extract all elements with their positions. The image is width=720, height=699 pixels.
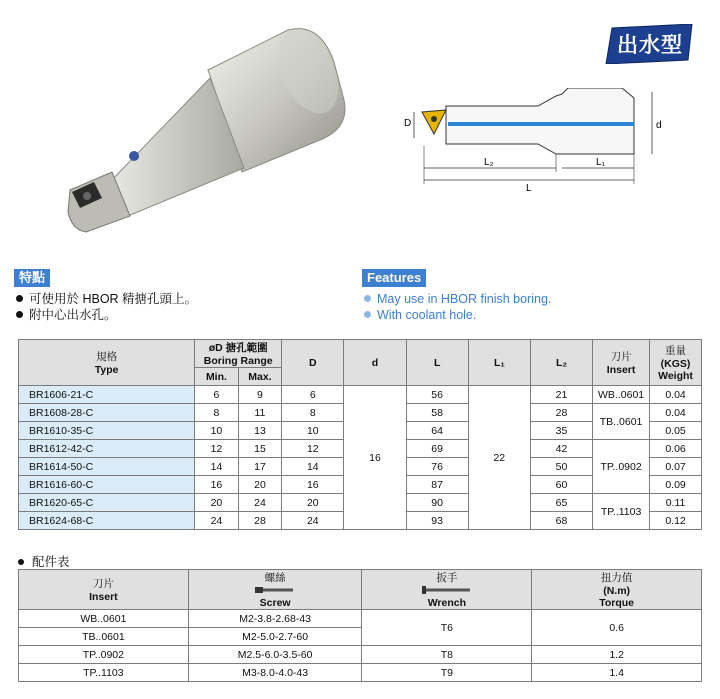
- acc-insert-header: 刀片 Insert: [19, 570, 189, 610]
- cell-L: 76: [406, 458, 468, 476]
- cell-L: 58: [406, 404, 468, 422]
- cell-torque: 1.2: [532, 646, 702, 664]
- cell-L: 93: [406, 512, 468, 530]
- type-header: 規格 Type: [19, 340, 195, 386]
- features-title-en: Features: [362, 269, 426, 287]
- wrench-icon: [422, 586, 472, 594]
- features-list-en: [364, 291, 551, 323]
- cell-min: 6: [195, 386, 239, 404]
- list-item: May use in HBOR finish boring.: [364, 291, 551, 307]
- cell-screw: M2.5-6.0-3.5-60: [188, 646, 362, 664]
- acc-torque-header: 扭力值 (N.m) Torque: [532, 570, 702, 610]
- bullet-icon: [18, 559, 24, 565]
- cell-D: 20: [282, 494, 344, 512]
- cell-insert: TP..1103: [19, 664, 189, 682]
- cell-weight: 0.09: [650, 476, 702, 494]
- cell-min: 24: [195, 512, 239, 530]
- cell-weight: 0.05: [650, 422, 702, 440]
- bullet-icon: [16, 311, 23, 318]
- dim-L2-label: L₂: [484, 157, 494, 168]
- cell-L2: 60: [530, 476, 592, 494]
- cell-torque: 1.4: [532, 664, 702, 682]
- cell-insert: TB..0601: [593, 404, 650, 440]
- features-title-zh: 特點: [14, 269, 50, 287]
- acc-wrench-header: 扳手 Wrench: [362, 570, 532, 610]
- cell-type: BR1606-21-C: [19, 386, 195, 404]
- cell-L2: 28: [530, 404, 592, 422]
- cell-weight: 0.07: [650, 458, 702, 476]
- table-row: [19, 646, 702, 664]
- cell-torque: 0.6: [532, 610, 702, 646]
- cell-type: BR1612-42-C: [19, 440, 195, 458]
- cell-max: 20: [238, 476, 282, 494]
- L1-header: L₁: [468, 340, 530, 386]
- list-item: 附中心出水孔。: [16, 307, 197, 323]
- table-row: [19, 664, 702, 682]
- cell-type: BR1624-68-C: [19, 512, 195, 530]
- cell-max: 17: [238, 458, 282, 476]
- cell-D: 10: [282, 422, 344, 440]
- spec-table: [18, 339, 702, 530]
- cell-insert: TP..1103: [593, 494, 650, 530]
- cell-insert: TP..0902: [19, 646, 189, 664]
- accessories-table: [18, 569, 702, 682]
- cell-screw: M3-8.0-4.0-43: [188, 664, 362, 682]
- min-header: Min.: [195, 368, 239, 386]
- screw-icon: [255, 586, 295, 594]
- cell-L: 69: [406, 440, 468, 458]
- cell-max: 9: [238, 386, 282, 404]
- boring-range-header: øD 搪孔範圍 Boring Range: [195, 340, 282, 368]
- L2-header: L₂: [530, 340, 592, 386]
- cell-wrench: T8: [362, 646, 532, 664]
- cell-L2: 21: [530, 386, 592, 404]
- cell-L: 90: [406, 494, 468, 512]
- list-item: 可使用於 HBOR 精搪孔頭上。: [16, 291, 197, 307]
- cell-D: 12: [282, 440, 344, 458]
- dim-D-label: D: [404, 118, 412, 129]
- cell-d-merged: 16: [344, 386, 406, 530]
- cell-max: 24: [238, 494, 282, 512]
- cell-type: BR1620-65-C: [19, 494, 195, 512]
- insert-header: 刀片 Insert: [593, 340, 650, 386]
- features-list-zh: [16, 291, 197, 323]
- cell-weight: 0.12: [650, 512, 702, 530]
- cell-type: BR1616-60-C: [19, 476, 195, 494]
- cell-wrench: T6: [362, 610, 532, 646]
- cell-insert: WB..0601: [593, 386, 650, 404]
- cell-type: BR1610-35-C: [19, 422, 195, 440]
- cell-weight: 0.11: [650, 494, 702, 512]
- cell-L2: 68: [530, 512, 592, 530]
- dim-L-label: L: [526, 183, 532, 194]
- cell-max: 13: [238, 422, 282, 440]
- cell-min: 8: [195, 404, 239, 422]
- cell-max: 15: [238, 440, 282, 458]
- cell-L: 56: [406, 386, 468, 404]
- cell-D: 16: [282, 476, 344, 494]
- weight-header: 重量 (KGS) Weight: [650, 340, 702, 386]
- cell-D: 14: [282, 458, 344, 476]
- bullet-icon: [16, 295, 23, 302]
- cell-L2: 42: [530, 440, 592, 458]
- table-row: [19, 386, 702, 404]
- cell-L2: 35: [530, 422, 592, 440]
- cell-L2: 65: [530, 494, 592, 512]
- list-item: With coolant hole.: [364, 307, 551, 323]
- cell-max: 28: [238, 512, 282, 530]
- accessories-title: 配件表: [18, 552, 70, 570]
- cell-max: 11: [238, 404, 282, 422]
- cell-D: 6: [282, 386, 344, 404]
- cell-L: 87: [406, 476, 468, 494]
- table-row: [19, 610, 702, 628]
- cell-wrench: T9: [362, 664, 532, 682]
- bullet-icon: [364, 311, 371, 318]
- D-header: D: [282, 340, 344, 386]
- cell-min: 20: [195, 494, 239, 512]
- boring-bar-photo: [58, 22, 368, 240]
- cell-L2: 50: [530, 458, 592, 476]
- cell-L: 64: [406, 422, 468, 440]
- cell-screw: M2-5.0-2.7-60: [188, 628, 362, 646]
- cell-weight: 0.04: [650, 386, 702, 404]
- technical-drawing: [400, 88, 670, 200]
- cell-D: 8: [282, 404, 344, 422]
- cell-D: 24: [282, 512, 344, 530]
- cell-min: 10: [195, 422, 239, 440]
- cell-weight: 0.04: [650, 404, 702, 422]
- cell-min: 14: [195, 458, 239, 476]
- cell-insert: TB..0601: [19, 628, 189, 646]
- max-header: Max.: [238, 368, 282, 386]
- badge-label: 出水型: [617, 33, 683, 57]
- cell-min: 16: [195, 476, 239, 494]
- cell-min: 12: [195, 440, 239, 458]
- coolant-type-badge: [604, 24, 696, 64]
- cell-screw: M2-3.8-2.68-43: [188, 610, 362, 628]
- cell-type: BR1608-28-C: [19, 404, 195, 422]
- cell-type: BR1614-50-C: [19, 458, 195, 476]
- cell-insert: TP..0902: [593, 440, 650, 494]
- cell-weight: 0.06: [650, 440, 702, 458]
- dim-d-label: d: [656, 120, 662, 131]
- dim-L1-label: L₁: [596, 157, 605, 168]
- L-header: L: [406, 340, 468, 386]
- cell-insert: WB..0601: [19, 610, 189, 628]
- acc-screw-header: 螺絲 Screw: [188, 570, 362, 610]
- cell-L1-merged: 22: [468, 386, 530, 530]
- bullet-icon: [364, 295, 371, 302]
- d-header: d: [344, 340, 406, 386]
